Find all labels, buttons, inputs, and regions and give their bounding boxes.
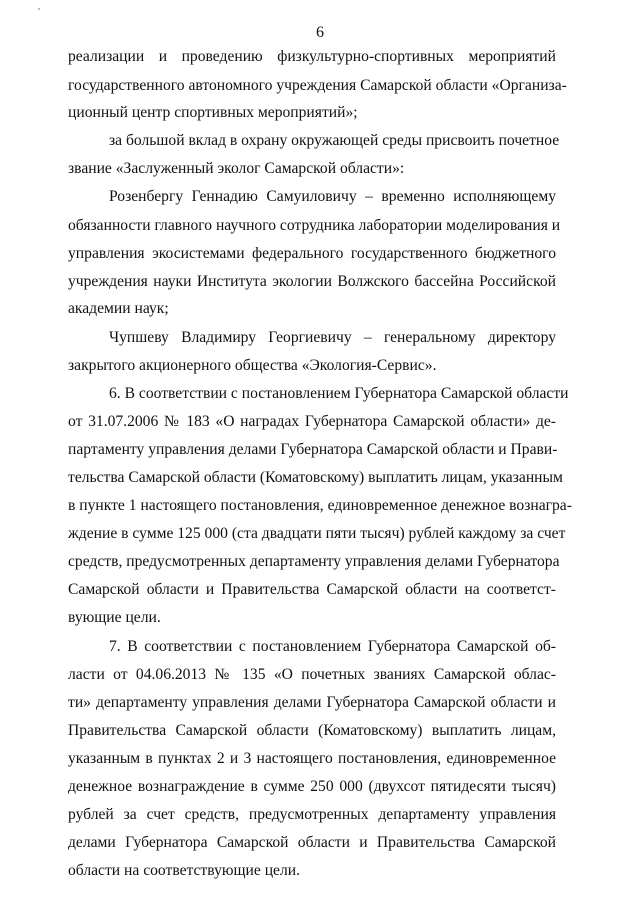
text-line: области на соответствующие цели. (68, 862, 300, 879)
text-line: ционный центр спортивных мероприятий»; (68, 104, 358, 121)
text-line: ти» департаменту управления делами Губернатора Самарской области и (68, 694, 556, 711)
text-line: от 31.07.2006 № 183 «О наградах Губернатора Самарской области» де- (68, 413, 556, 430)
text-line: в пункте 1 настоящего постановления, единовременное денежное вознагра- (68, 497, 572, 514)
text-line: ждение в сумме 125 000 (ста двадцати пяти тысяч) рублей каждому за счет (68, 525, 566, 542)
text-line: реализации и проведению физкультурно-спортивных мероприятий (68, 48, 556, 65)
text-line: средств, предусмотренных департаменту управления делами Губернатора (68, 553, 560, 570)
text-line: денежное вознаграждение в сумме 250 000 (двухсот пятидесяти тысяч) (68, 778, 556, 795)
text-line: вующие цели. (68, 609, 161, 626)
text-line: Чупшеву Владимиру Георгиевичу – генеральному директору (109, 329, 556, 346)
text-line: обязанности главного научного сотрудника лаборатории моделирования и (68, 217, 561, 234)
text-line: Самарской области и Правительства Самарской области на соответст- (68, 581, 556, 598)
text-line: учреждения науки Института экологии Волжского бассейна Российской (68, 273, 556, 290)
text-line: тельства Самарской области (Коматовскому) выплатить лицам, указанным (68, 469, 563, 486)
text-line: академии наук; (68, 300, 169, 317)
text-line: 6. В соответствии с постановлением Губернатора Самарской области (109, 385, 569, 402)
text-line: закрытого акционерного общества «Экология-Сервис». (68, 357, 437, 374)
text-line: Розенбергу Геннадию Самуиловичу – временно исполняющему (109, 188, 556, 205)
text-line: указанным в пунктах 2 и 3 настоящего постановления, единовременное (68, 750, 556, 767)
scan-speck (38, 8, 40, 10)
text-line: ласти от 04.06.2013 № 135 «О почетных званиях Самарской облас- (68, 666, 556, 683)
text-line: партаменту управления делами Губернатора Самарской области и Прави- (68, 441, 558, 458)
text-line: 7. В соответствии с постановлением Губернатора Самарской об- (109, 638, 556, 655)
text-line: делами Губернатора Самарской области и Правительства Самарской (68, 834, 556, 851)
text-line: звание «Заслуженный эколог Самарской области»: (68, 160, 405, 177)
text-line: Правительства Самарской области (Коматовскому) выплатить лицам, (68, 722, 556, 739)
text-line: государственного автономного учреждения Самарской области «Организа- (68, 77, 567, 94)
text-line: за большой вклад в охрану окружающей среды присвоить почетное (109, 132, 560, 149)
text-line: управления экосистемами федерального государственного бюджетного (68, 245, 556, 262)
text-line: рублей за счет средств, предусмотренных департаменту управления (68, 806, 556, 823)
page-number: 6 (316, 24, 324, 41)
